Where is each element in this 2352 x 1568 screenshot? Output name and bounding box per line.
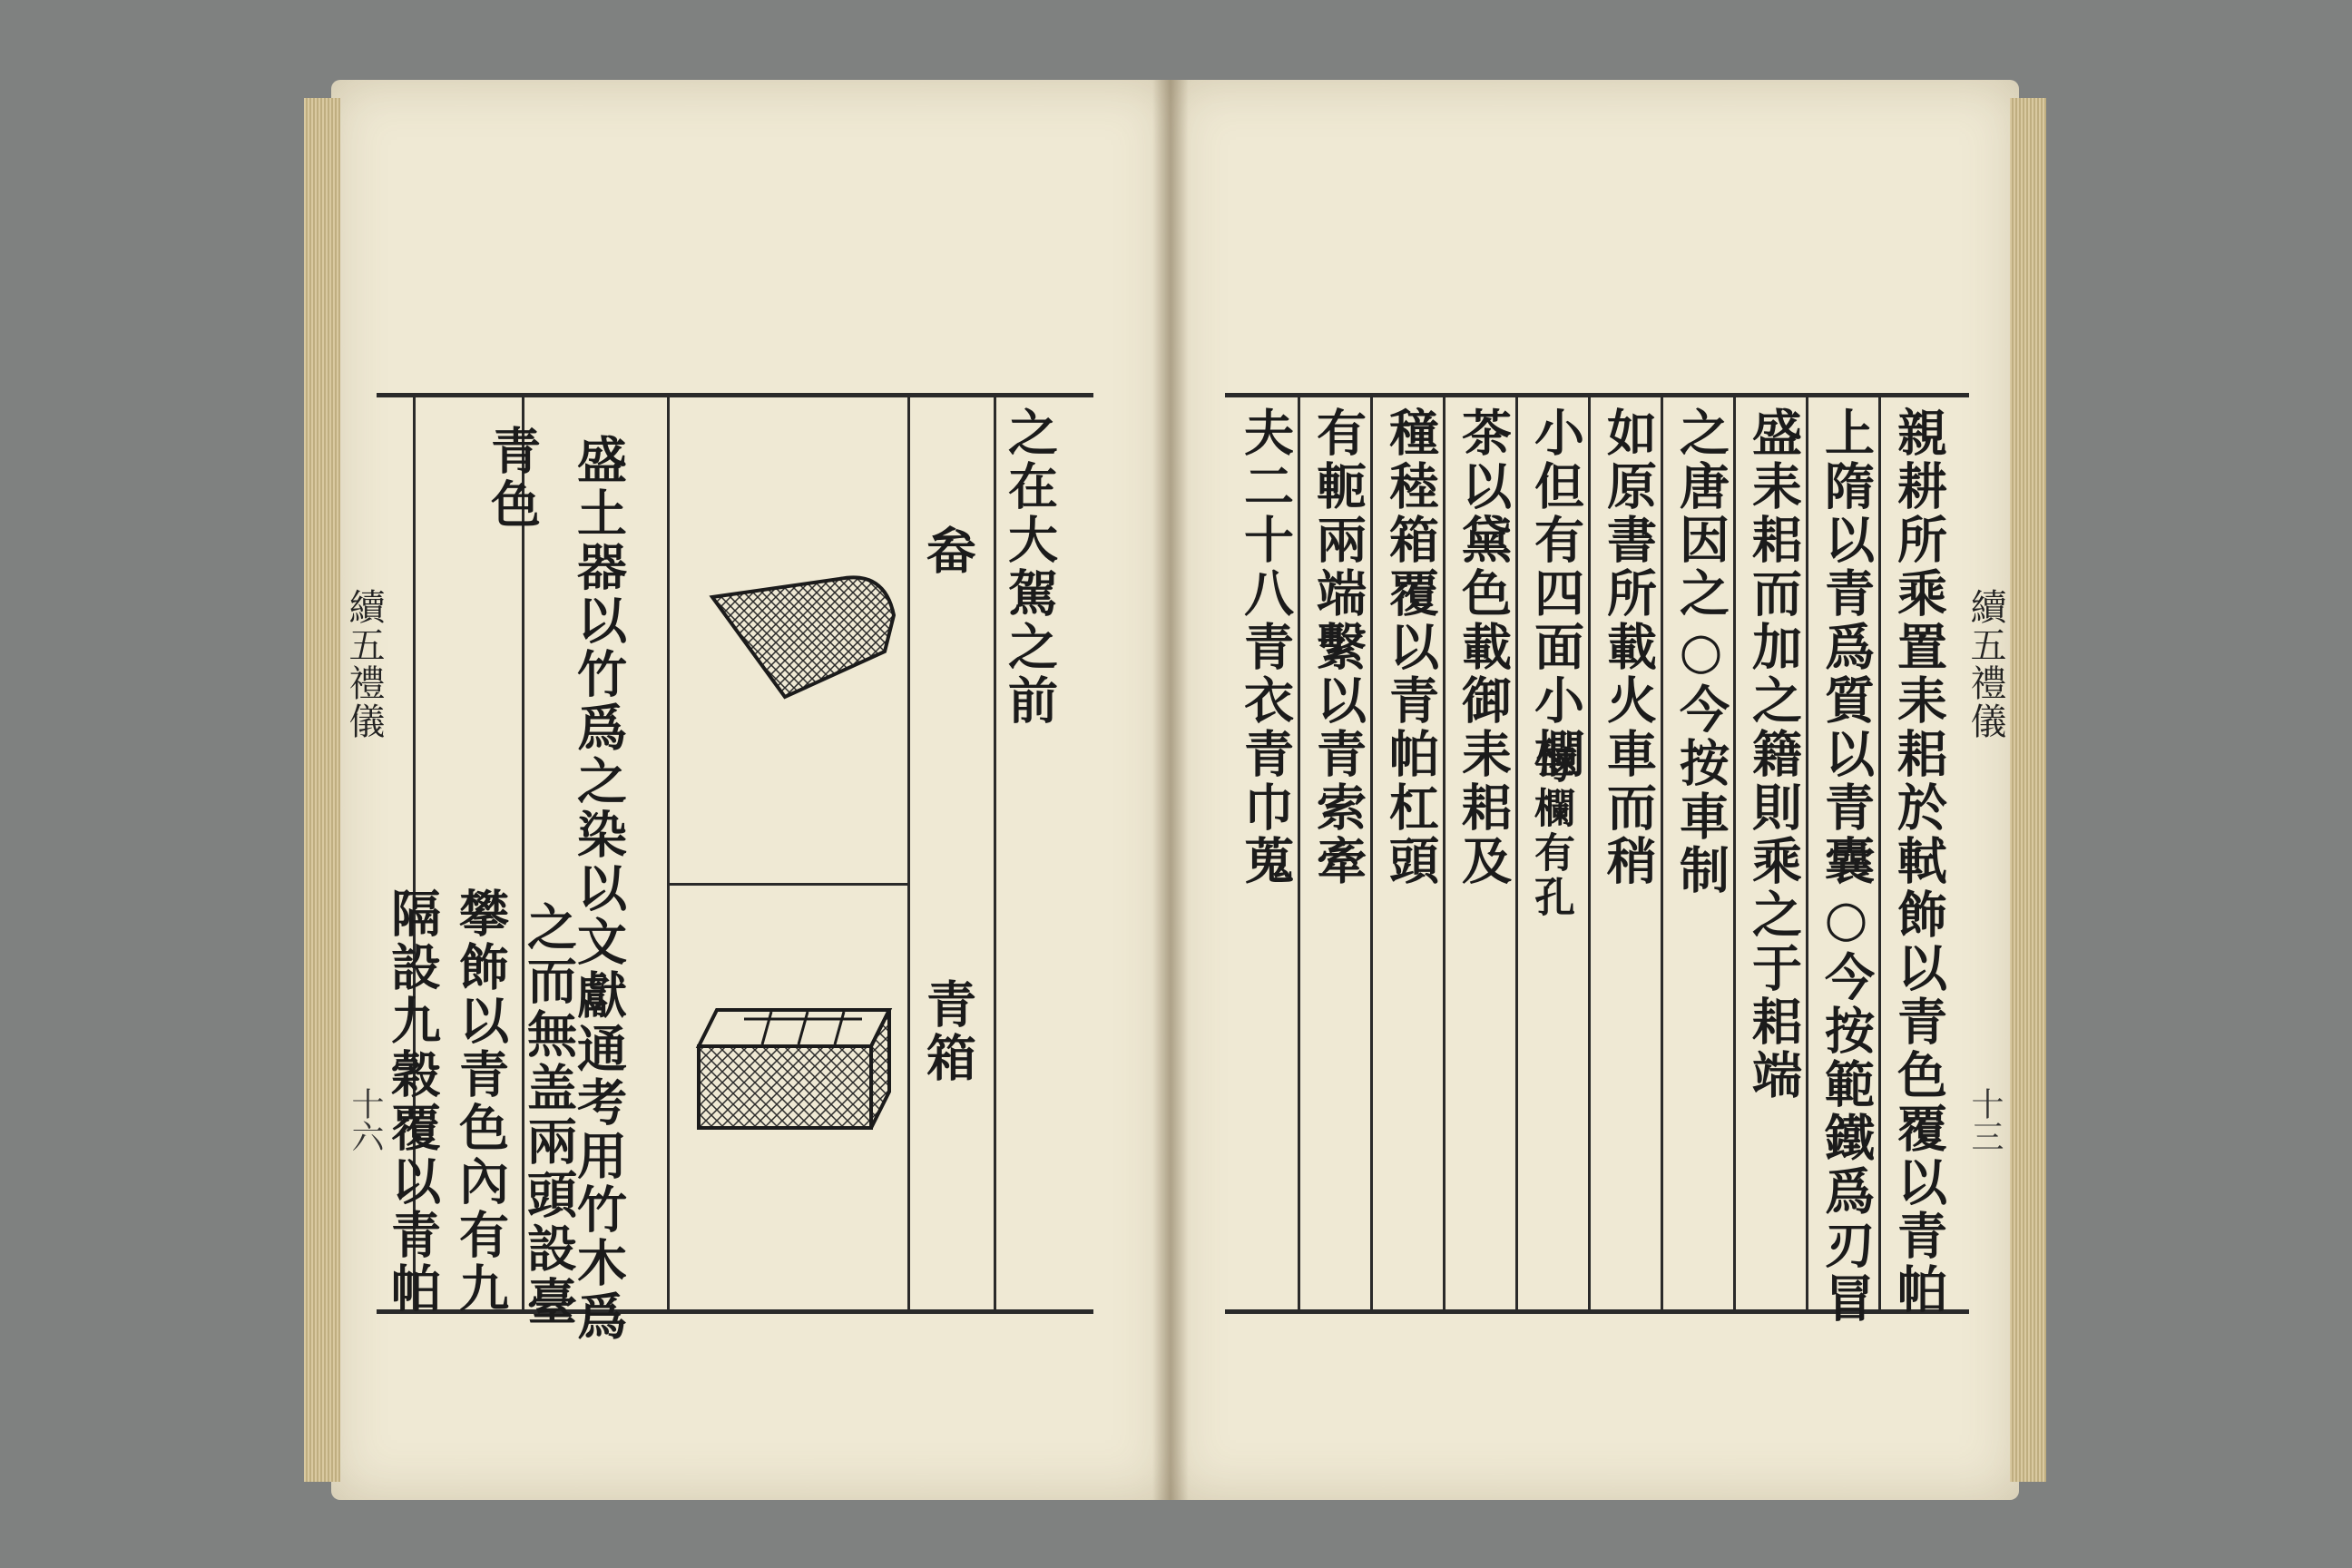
left-column-3: 青色	[483, 425, 542, 532]
left-page	[331, 80, 1171, 1500]
right-column-2: 上隋以青爲質以青囊○今按範鐵爲刃冒	[1817, 407, 1876, 1326]
right-column-7: 茶以黛色載御耒耜及	[1454, 407, 1513, 888]
left-lower-column-3: 隔設九穀覆以青帕	[383, 887, 442, 1316]
page-edge-right	[2010, 98, 2046, 1482]
right-text-frame	[1225, 393, 1969, 1326]
left-text-frame	[377, 393, 1093, 1344]
right-small-note: 每欄有孔	[1527, 742, 1575, 920]
right-column-1: 親耕所乘置耒耜於軾飾以青色覆以青帕	[1889, 407, 1948, 1317]
basket-illustration	[703, 561, 903, 706]
right-column-4: 之唐因之○今按車制	[1671, 407, 1730, 897]
left-margin-title: 續五禮儀	[343, 588, 385, 740]
left-column-1: 之在大駕之前	[1000, 407, 1059, 728]
left-page-number: 十六	[347, 1087, 384, 1152]
label-ben: 畚	[918, 524, 977, 578]
box-illustration	[690, 1001, 898, 1137]
right-column-10: 夫二十八青衣青巾蒐	[1236, 407, 1295, 888]
right-column-9: 有軛兩端繫以青索牽	[1308, 407, 1367, 888]
right-page	[1171, 80, 2019, 1500]
right-margin-title: 續五禮儀	[1965, 588, 2006, 740]
open-book	[331, 80, 2019, 1500]
left-lower-column-1: 之而無盖兩頭設臺	[519, 901, 578, 1329]
book-gutter	[1152, 80, 1189, 1500]
page-edge-left	[304, 98, 340, 1482]
left-lower-column-2: 攀飾以青色內有九	[451, 887, 510, 1316]
label-qing-xiang: 青箱	[918, 978, 977, 1085]
right-column-3: 盛耒耜而加之籍則乘之于耜端	[1744, 407, 1803, 1102]
right-column-5: 如原書所載火車而稍	[1599, 407, 1658, 888]
right-column-6: 小但有四面小欄	[1526, 407, 1585, 781]
right-column-8: 穜稑箱覆以青帕杠頭	[1381, 407, 1440, 888]
right-page-number: 十三	[1966, 1087, 2004, 1152]
left-column-2: 盛土器以竹爲之染以文獻通考用竹木爲	[569, 434, 628, 1344]
